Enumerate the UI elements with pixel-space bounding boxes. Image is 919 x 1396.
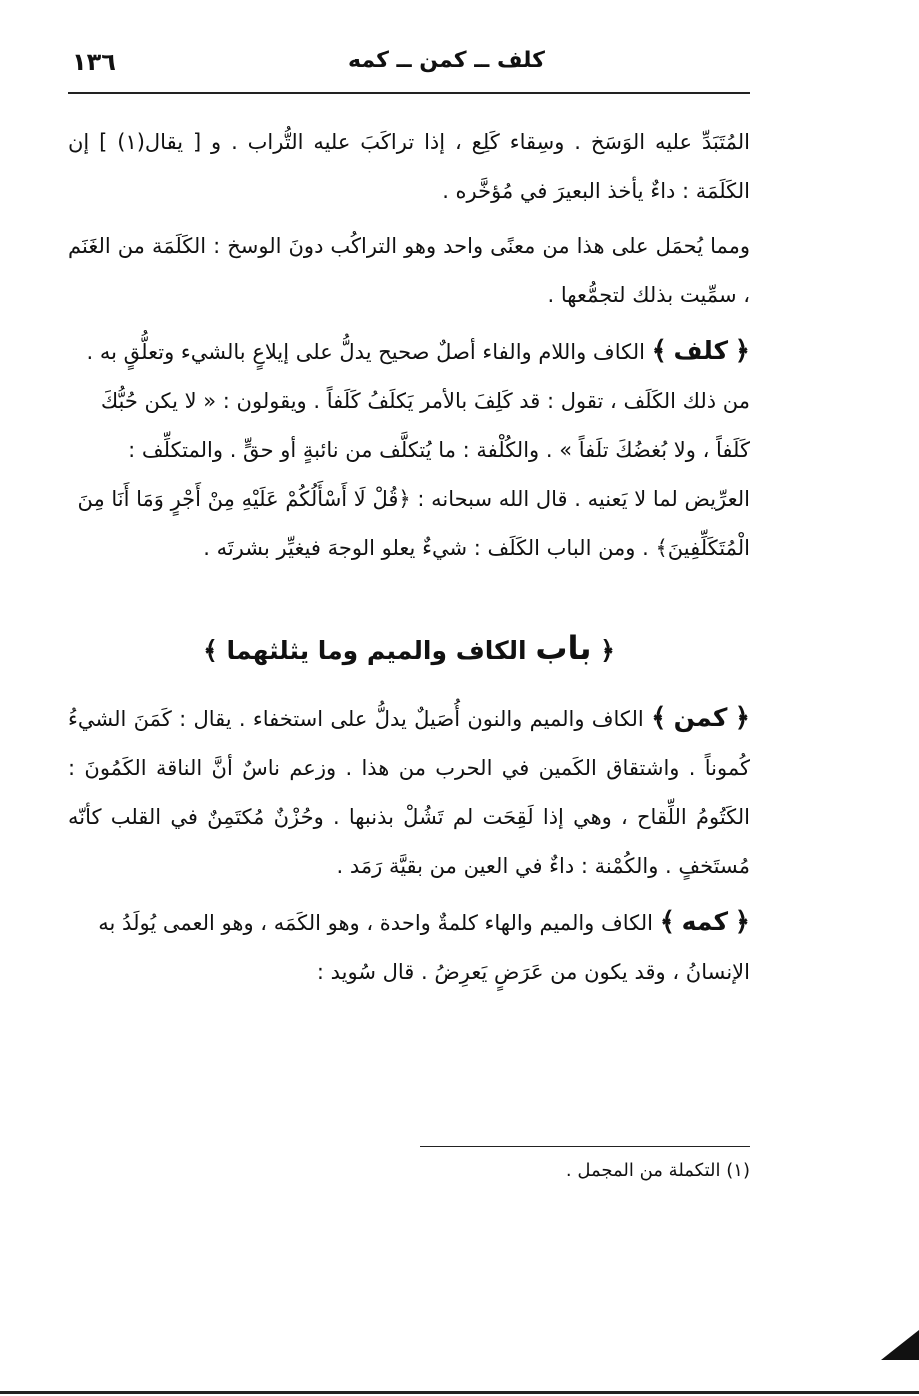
paragraph-text: ومما يُحمَل على هذا من معنًى واحد وهو التراكُب دونَ الوسخ : الكَلَمَة من الغَنَم ، سمِّيت بذلك لتجمُّعها . [68, 234, 750, 307]
footnote: (١) التكملة من المجمل . [565, 1160, 750, 1181]
entry-text: الكاف والميم والنون أُصَيلٌ يدلُّ على استخفاء . يقال : كَمَنَ الشيءُ كُموناً . واشتقاق الكَمين في الحرب من هذا . وزعم ناسٌ أنَّ الناقة الكَمُونَ : الكَتُومُ اللِّقاح ، وهي إذا لَقِحَت لم تَشُلْ بذنبها . وحُزْنٌ مُكتَمِنٌ في القلب كأنّه مُستَخفٍ . والكُمْنة : داءٌ في العين من بقيَّة رَمَد . [68, 707, 750, 878]
entry-headword: كمه [681, 907, 729, 936]
entry-headword: كمن [673, 703, 728, 732]
entry-kamiha [68, 897, 750, 997]
paragraph [68, 118, 750, 216]
entry-open-bracket: ﴿ [734, 336, 750, 366]
chapter-title: الكاف والميم وما يثلثهما [226, 636, 527, 665]
chapter-word: باب [535, 629, 592, 667]
paragraph-text: المُتَبَدِّ عليه الوَسَخ . وسِقاء كَلِع ، إذا تراكَبَ عليه التُّراب . و [ يقال(١) ] إن الكَلَمَة : داءٌ يأخذ البعيرَ في مُؤخَّره . [68, 130, 750, 203]
entry-kalafa [68, 326, 750, 573]
page-number: ١٣٦ [72, 48, 116, 76]
entry-open-bracket: ﴿ [734, 703, 750, 733]
entry-close-bracket: ﴾ [651, 336, 667, 366]
chapter-close-bracket: ﴾ [203, 636, 218, 665]
main-text [68, 118, 750, 1003]
entry-close-bracket: ﴾ [659, 907, 675, 937]
running-title: كلف ــ كمن ــ كمه [348, 48, 545, 73]
paragraph [68, 222, 750, 320]
entry-close-bracket: ﴾ [651, 703, 667, 733]
footnote-rule [420, 1146, 750, 1147]
entry-text: الكاف والميم والهاء كلمةٌ واحدة ، وهو الكَمَه ، وهو العمى يُولَدُ به الإنسانُ ، وقد يكون من عَرَضٍ يَعرِضُ . قال سُويد : [98, 911, 750, 984]
entry-kamana [68, 693, 750, 891]
header-rule [68, 92, 750, 94]
chapter-open-bracket: ﴿ [600, 636, 615, 665]
scan-bottom-edge [0, 1391, 919, 1394]
entry-text: الكاف واللام والفاء أصلٌ صحيح يدلُّ على إيلاعٍ بالشيء وتعلُّقٍ به . من ذلك الكَلَف ، تقول : قد كَلِفَ بالأمر يَكلَفُ كَلَفاً . ويقولون : « لا يكن حُبُّكَ كَلَفاً ، ولا بُغضُكَ تلَفاً » . والكُلْفة : ما يُتكلَّف من نائبةٍ أو حقٍّ . والمتكلِّف : العرِّيض لما لا يَعنيه . قال الله سبحانه : ﴿قُلْ لَا أَسْأَلُكُمْ عَلَيْهِ مِنْ أَجْرٍ وَمَا أَنَا مِنَ الْمُتَكَلِّفِينَ﴾ . ومن الباب الكَلَف : شيءٌ يعلو الوجهَ فيغيِّر بشرتَه . [77, 340, 750, 560]
page-header [68, 42, 748, 90]
page-corner-mark [881, 1330, 919, 1360]
entry-headword: كلف [673, 336, 729, 365]
chapter-heading [68, 629, 750, 667]
entry-open-bracket: ﴿ [734, 907, 750, 937]
